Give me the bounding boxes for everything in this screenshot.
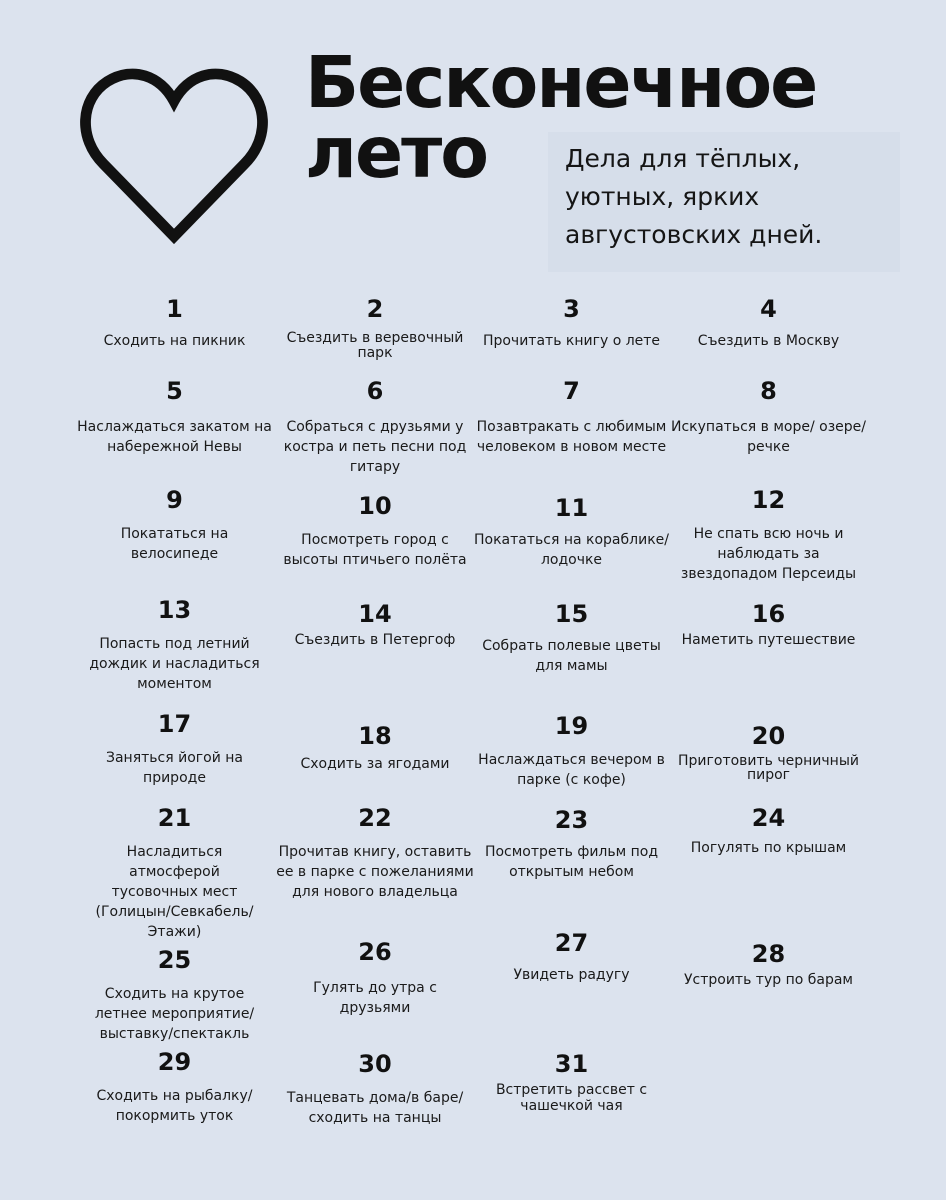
list-item (474, 377, 669, 457)
item-text: Наслаждаться закатом на набережной Невы (77, 419, 272, 455)
list-item (474, 929, 669, 985)
item-text: Позавтракать с любимым человеком в новом месте (476, 419, 667, 455)
item-text: Не спать всю ночь и наблюдать за звездопадом Персеиды (680, 526, 857, 582)
item-number: 27 (554, 929, 589, 957)
item-text: Сходить на крутое летнее мероприятие/ выставку/спектакль (94, 986, 255, 1042)
item-text: Съездить в Москву (697, 333, 840, 349)
list-item (474, 712, 669, 790)
item-text: Съездить в Петергоф (294, 632, 456, 648)
list-item (77, 946, 272, 1044)
subtitle-line-2: уютных, ярких (565, 182, 760, 211)
item-text: Посмотреть город с высоты птичьего полёта (283, 532, 467, 568)
item-text: Встретить рассвет с чашечкой чая (495, 1082, 648, 1114)
title-line-1: Бесконечное (305, 41, 817, 124)
subtitle-line-3: августовских дней. (565, 220, 823, 249)
item-number: 10 (358, 492, 392, 520)
item-text: Посмотреть фильм под открытым небом (484, 844, 659, 880)
item-text: Наслаждаться вечером в парке (с кофе) (478, 752, 665, 788)
list-item (275, 377, 475, 477)
item-number: 23 (554, 806, 589, 834)
list-item (474, 600, 669, 676)
item-number: 24 (751, 804, 786, 832)
list-item (77, 804, 272, 942)
list-item (77, 486, 272, 564)
item-text: Покататься на велосипеде (120, 526, 229, 562)
item-number: 26 (358, 938, 392, 966)
item-number: 3 (563, 295, 580, 323)
subtitle-line-1: Дела для тёплых, (565, 144, 801, 173)
item-text: Съездить в веревочный парк (286, 330, 464, 361)
list-item (77, 295, 272, 351)
item-number: 14 (358, 600, 392, 628)
item-number: 7 (563, 377, 580, 405)
item-number: 31 (554, 1050, 589, 1078)
item-text: Погулять по крышам (690, 840, 847, 856)
item-text: Приготовить черничный пирог (678, 753, 859, 783)
list-item (275, 600, 475, 650)
list-item (671, 486, 866, 584)
list-item (275, 722, 475, 774)
list-item (671, 722, 866, 782)
list-item (77, 377, 272, 457)
item-number: 11 (554, 494, 589, 522)
item-text: Сходить на рыбалку/ покормить уток (96, 1088, 253, 1124)
list-item (671, 377, 866, 457)
item-number: 20 (751, 722, 786, 750)
item-number: 9 (166, 486, 183, 514)
item-number: 2 (366, 295, 384, 323)
item-text: Покататься на кораблике/лодочке (474, 532, 669, 568)
item-number: 4 (760, 295, 777, 323)
item-text: Наметить путешествие (681, 632, 856, 648)
item-text: Сходить за ягодами (300, 756, 450, 772)
list-item (275, 492, 475, 570)
item-number: 29 (157, 1048, 192, 1076)
heart-outline-icon (75, 58, 273, 254)
list-item (474, 1050, 669, 1114)
list-item (275, 938, 475, 1018)
item-number: 6 (366, 377, 384, 405)
item-number: 17 (157, 710, 192, 738)
list-item (671, 295, 866, 351)
item-text: Увидеть радугу (513, 967, 630, 983)
item-number: 5 (166, 377, 183, 405)
item-text: Насладиться атмосферой тусовочных мест (Голицын/Севкабель/ Этажи) (95, 844, 254, 940)
item-text: Собрать полевые цветы для мамы (482, 638, 661, 674)
list-item (671, 600, 866, 650)
item-text: Искупаться в море/ озере/речке (671, 419, 866, 455)
list-item (474, 494, 669, 570)
list-item (77, 710, 272, 788)
item-text: Танцевать дома/в баре/ сходить на танцы (286, 1090, 464, 1126)
list-item (474, 295, 669, 351)
item-number: 18 (358, 722, 392, 750)
item-number: 1 (166, 295, 183, 323)
item-number: 19 (554, 712, 589, 740)
item-number: 22 (358, 804, 392, 832)
list-item (275, 295, 475, 361)
item-number: 13 (157, 596, 192, 624)
item-text: Гулять до утра с друзьями (313, 980, 437, 1016)
item-text: Собраться с друзьями у костра и петь песни под гитару (283, 419, 467, 475)
list-item (275, 1050, 475, 1128)
list-item (77, 596, 272, 694)
list-item (474, 806, 669, 882)
item-number: 16 (751, 600, 786, 628)
title-line-2: лето (305, 111, 488, 194)
list-item (671, 804, 866, 858)
item-number: 8 (760, 377, 777, 405)
item-text: Прочитать книгу о лете (482, 333, 661, 349)
item-number: 21 (157, 804, 192, 832)
item-number: 28 (751, 940, 786, 968)
item-number: 15 (554, 600, 589, 628)
item-text: Сходить на пикник (103, 333, 246, 349)
subtitle (565, 140, 895, 254)
item-text: Устроить тур по барам (684, 972, 853, 988)
item-number: 30 (358, 1050, 392, 1078)
list-item (671, 940, 866, 990)
item-text: Попасть под летний дождик и насладиться моментом (89, 636, 260, 692)
item-text: Заняться йогой на природе (106, 750, 243, 786)
list-item (275, 804, 475, 902)
list-item (77, 1048, 272, 1126)
item-text: Прочитав книгу, оставить ее в парке с пожеланиями для нового владельца (276, 844, 474, 900)
item-number: 12 (751, 486, 786, 514)
item-number: 25 (157, 946, 192, 974)
